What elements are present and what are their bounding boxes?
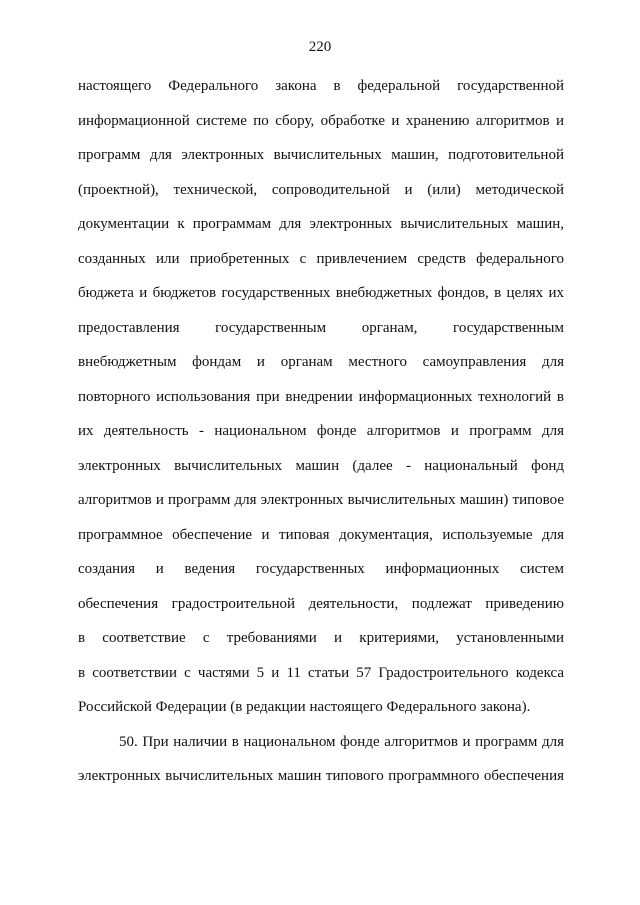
paragraph-continuation <box>78 69 564 725</box>
text-line: их деятельность - национальном фонде алгоритмов и программ для <box>78 423 564 439</box>
text-line: (проектной), технической, сопроводительной и (или) методической <box>78 181 564 198</box>
text-line: в соответствие с требованиями и критериями, установленными <box>78 630 564 646</box>
text-line: информационной системе по сбору, обработке и хранению алгоритмов и <box>78 112 564 129</box>
text-line: алгоритмов и программ для электронных вычислительных машин) типовое <box>78 492 564 508</box>
text-line: внебюджетным фондам и органам местного самоуправления для <box>78 354 564 370</box>
text-line: повторного использования при внедрении информационных технологий в <box>78 388 564 405</box>
text-line: программ для электронных вычислительных машин, подготовительной <box>78 147 564 163</box>
text-line: 50. При наличии в национальном фонде алгоритмов и программ для <box>119 733 564 750</box>
text-line: программное обеспечение и типовая документация, используемые для <box>78 526 564 543</box>
text-line: электронных вычислительных машин (далее - национальный фонд <box>78 457 564 474</box>
paragraph-50 <box>78 725 564 794</box>
text-line: созданных или приобретенных с привлечением средств федерального <box>78 250 564 267</box>
page-number: 220 <box>308 39 332 55</box>
text-line: электронных вычислительных машин типового программного обеспечения <box>78 768 564 784</box>
text-line: настоящего Федерального закона в федеральной государственной <box>78 78 564 94</box>
text-line: обеспечения градостроительной деятельности, подлежат приведению <box>78 595 564 612</box>
document-body <box>78 69 564 794</box>
text-line: предоставления государственным органам, государственным <box>78 319 564 336</box>
text-line: бюджета и бюджетов государственных внебюджетных фондов, в целях их <box>78 285 564 301</box>
text-line: документации к программам для электронных вычислительных машин, <box>78 216 564 232</box>
text-line: в соответствии с частями 5 и 11 статьи 57 Градостроительного кодекса <box>78 664 564 681</box>
text-line: Российской Федерации (в редакции настоящего Федерального закона). <box>78 699 531 715</box>
text-line: создания и ведения государственных информационных систем <box>78 561 564 577</box>
